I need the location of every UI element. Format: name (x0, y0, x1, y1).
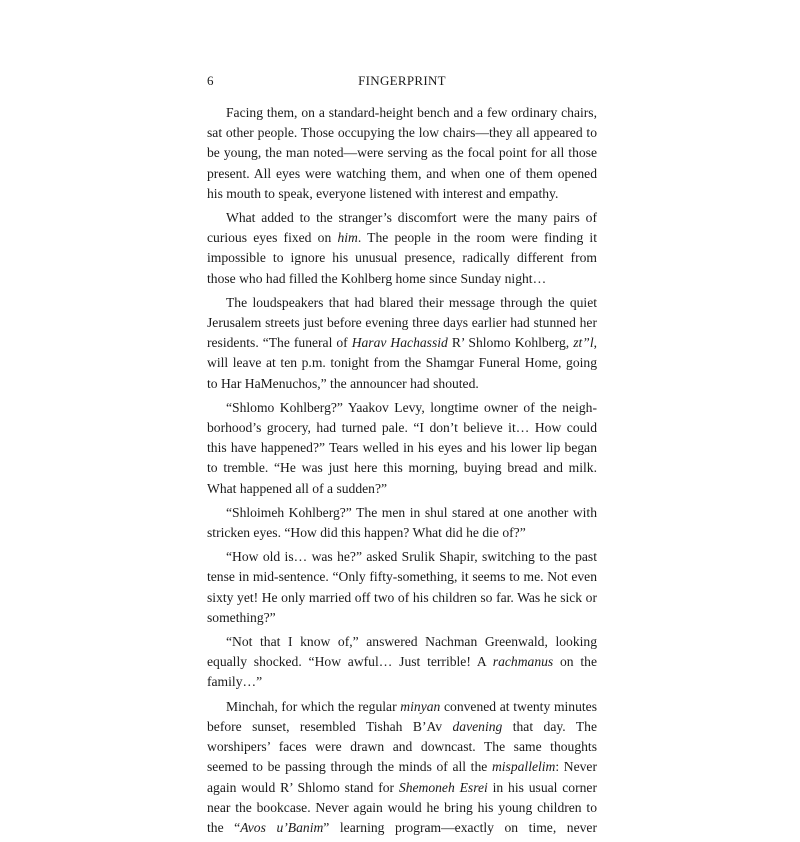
italic-segment: mispallelim (491, 759, 556, 775)
italic-segment: Avos u’Banim (240, 819, 324, 835)
page-number: 6 (207, 73, 214, 88)
paragraph-6 (207, 547, 597, 628)
text-segment: “How old is… was he?” asked Srulik Shapir, switching to the past tense in mid-sentence. “Only fifty-something, it seems to me. Not even sixty yet! He only married off two of his children so far. Was he sick or something?” (207, 549, 597, 625)
italic-segment: him (337, 230, 358, 246)
text-segment: “Not that I know of,” answered Nachman Greenwald, looking equally shocked. “How awful… Just terrible! A (207, 634, 597, 670)
text-segment: R’ Shlomo Kohlberg, (447, 335, 574, 351)
running-title: FINGERPRINT (358, 73, 446, 88)
text-segment: in his usual corner near the bookcase. Never again would he bring his young children to the “ (207, 779, 597, 835)
italic-segment: zt”l (573, 335, 594, 351)
text-segment: : Never again would R’ Shlomo stand for (207, 759, 597, 795)
running-head (207, 73, 597, 93)
body-text (207, 103, 597, 842)
text-segment: ” learning program—exactly on time, never (323, 819, 597, 835)
text-segment: . The people in the room were finding it impossible to ignore his unusual presence, radically different from those who had filled the Kohlberg home since Sunday night… (207, 230, 597, 286)
text-segment: “Shlomo Kohlberg?” Yaakov Levy, longtime owner of the neighborhood’s grocery, had turned pale. “I don’t believe it… How could this have happened?” Tears welled in his eyes and his lower lip began to tremble. “He was just here this morning, buying bread and milk. What happened all of a sudden?” (207, 399, 597, 496)
text-segment: The loudspeakers that had blared their message through the quiet Jerusalem streets just before evening three days earlier had stunned her residents. “The funeral of (207, 294, 597, 351)
paragraph-2 (207, 208, 597, 289)
paragraph-8 (207, 697, 597, 838)
text-segment: What added to the stranger’s discomfort were the many pairs of curious eyes fixed on (207, 210, 597, 246)
paragraph-1 (207, 103, 597, 204)
text-segment: “Shloimeh Kohlberg?” The men in shul stared at one another with stricken eyes. “How did this happen? What did he die of?” (207, 504, 597, 541)
paragraph-7 (207, 632, 597, 693)
italic-segment: rachmanus (492, 654, 554, 670)
text-segment: that day. The worshipers’ faces were drawn and downcast. The same thoughts seemed to be passing through the minds of all the (207, 718, 597, 775)
italic-segment: davening (452, 718, 503, 734)
paragraph-5 (207, 503, 597, 543)
italic-segment: Harav Hachassid (351, 335, 448, 351)
text-segment: Facing them, on a standard-height bench and a few ordinary chairs, sat other people. Those occupying the low chairs—they all appeared to be young, the man noted—were serving as the focal point for all those present. All eyes were watching them, and when one of them opened his mouth to speak, everyone listened with interest and empathy. (207, 105, 597, 201)
text-segment: , will leave at ten p.m. tonight from the Shamgar Funeral Home, going to Har HaMenuchos,” the announcer had shouted. (207, 335, 598, 391)
text-segment: convened at twenty minutes before sunset, resembled Tishah B’Av (207, 698, 597, 734)
italic-segment: minyan (400, 698, 441, 714)
italic-segment: Shemoneh Esrei (398, 779, 488, 795)
text-segment: Minchah, for which the regular (226, 698, 401, 714)
text-segment: on the family…” (207, 654, 597, 690)
paragraph-4 (207, 398, 597, 499)
paragraph-3 (207, 293, 597, 394)
